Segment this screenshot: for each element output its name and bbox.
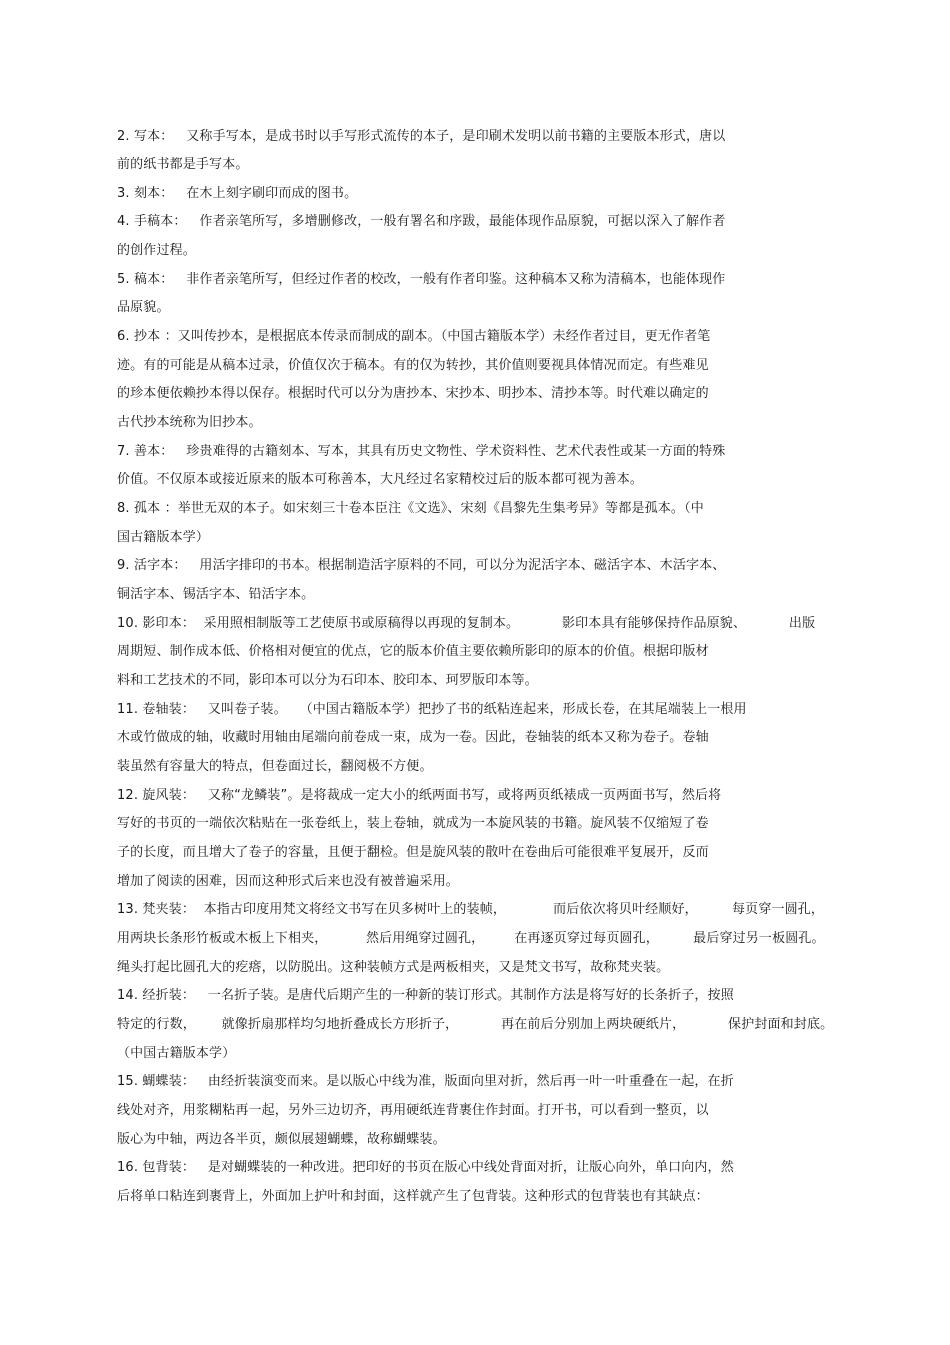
- text-line: 3. 刻本： 在木上刻字刷印而成的图书。: [117, 186, 358, 201]
- text-line: 的珍本便依赖抄本得以保存。根据时代可以分为唐抄本、宋抄本、明抄本、清抄本等。时代难以确定的: [117, 386, 709, 401]
- text-line: 6. 抄本 ：又叫传抄本，是根据底本传录而制成的副本。（中国古籍版本学）未经作者过目，更无作者笔: [117, 329, 711, 344]
- text-line: 14. 经折装： 一名折子装。是唐代后期产生的一种新的装订形式。其制作方法是将写好的长条折子，按照: [117, 988, 734, 1003]
- text-line: 7. 善本： 珍贵难得的古籍刻本、写本，其具有历史文物性、学术资料性、艺术代表性或某一方面的特殊: [117, 444, 726, 459]
- text-line: 13. 梵夹装： 本指古印度用梵文将经文书写在贝多树叶上的装帧， 而后依次将贝叶经顺好， 每页穿一圆孔，: [117, 902, 825, 917]
- text-line: 2. 写本： 又称手写本，是成书时以手写形式流传的本子，是印刷术发明以前书籍的主要版本形式，唐以: [117, 129, 726, 144]
- text-line: 8. 孤本 ：举世无双的本子。如宋刻三十卷本臣注《文选》、宋刻《昌黎先生集考异》等都是孤本。（中: [117, 501, 704, 516]
- text-line: 写好的书页的一端依次粘贴在一张卷纸上，装上卷轴，就成为一本旋风装的书籍。旋风装不仅缩短了卷: [117, 816, 709, 831]
- text-line: 15. 蝴蝶装： 由经折装演变而来。是以版心中线为准，版面向里对折，然后再一叶一叶重叠在一起，在折: [117, 1074, 734, 1089]
- text-line: 迹。有的可能是从稿本过录，价值仅次于稿本。有的仅为转抄，其价值则要视具体情况而定。有些难见: [117, 358, 709, 373]
- text-line: 特定的行数， 就像折扇那样均匀地折叠成长方形折子， 再在前后分别加上两块硬纸片， 保护封面和封底。: [117, 1017, 834, 1032]
- text-line: 12. 旋风装： 又称“龙鳞装”。是将裁成一定大小的纸两面书写，或将两页纸裱成一页两面书写，然后将: [117, 788, 722, 803]
- text-line: （中国古籍版本学）: [117, 1046, 236, 1061]
- text-line: 绳头打起比圆孔大的疙瘩，以防脱出。这种装帧方式是两板相夹，又是梵文书写，故称梵夹装。: [117, 960, 670, 975]
- text-line: 增加了阅读的困难，因而这种形式后来也没有被普遍采用。: [117, 874, 459, 889]
- text-line: 装虽然有容量大的特点，但卷面过长，翻阅极不方便。: [117, 759, 433, 774]
- text-line: 的创作过程。: [117, 243, 196, 258]
- text-line: 16. 包背装： 是对蝴蝶装的一种改进。把印好的书页在版心中线处背面对折，让版心向外，单口向内，然: [117, 1160, 734, 1175]
- text-line: 线处对齐，用浆糊粘再一起，另外三边切齐，再用硬纸连背裹住作封面。打开书，可以看到一整页，以: [117, 1103, 709, 1118]
- text-line: 11. 卷轴装： 又叫卷子装。 （中国古籍版本学）把抄了书的纸粘连起来，形成长卷，在其尾端装上一根用: [117, 702, 747, 717]
- text-line: 用两块长条形竹板或木板上下相夹， 然后用绳穿过圆孔， 在再逐页穿过每页圆孔， 最后穿过另一板圆孔。: [117, 931, 825, 946]
- text-line: 国古籍版本学）: [117, 530, 210, 545]
- text-line: 版心为中轴，两边各半页，颇似展翅蝴蝶，故称蝴蝶装。: [117, 1132, 446, 1147]
- text-line: 前的纸书都是手写本。: [117, 157, 249, 172]
- text-line: 后将单口粘连到裹背上，外面加上护叶和封面，这样就产生了包背装。这种形式的包背装也有其缺点：: [117, 1189, 709, 1204]
- text-line: 9. 活字本： 用活字排印的书本。根据制造活字原料的不同，可以分为泥活字本、磁活字本、木活字本、: [117, 558, 726, 573]
- text-line: 料和工艺技术的不同，影印本可以分为石印本、胶印本、珂罗版印本等。: [117, 673, 538, 688]
- text-line: 5. 稿本： 非作者亲笔所写，但经过作者的校改，一般有作者印鉴。这种稿本又称为清稿本，也能体现作: [117, 272, 726, 287]
- text-line: 价值。不仅原本或接近原来的版本可称善本，大凡经过名家精校过后的版本都可视为善本。: [117, 472, 644, 487]
- text-line: 木或竹做成的轴，收藏时用轴由尾端向前卷成一束，成为一卷。因此，卷轴装的纸本又称为卷子。卷轴: [117, 730, 709, 745]
- text-line: 铜活字本、锡活字本、铅活字本。: [117, 587, 315, 602]
- text-line: 古代抄本统称为旧抄本。: [117, 415, 262, 430]
- text-line: 10. 影印本： 采用照相制版等工艺使原书或原稿得以再现的复制本。 影印本具有能够保持作品原貌、 出版: [117, 616, 816, 631]
- text-line: 4. 手稿本： 作者亲笔所写，多增删修改，一般有署名和序跋，最能体现作品原貌，可据以深入了解作者: [117, 214, 726, 229]
- text-line: 周期短、制作成本低、价格相对便宜的优点，它的版本价值主要依赖所影印的原本的价值。根据印版材: [117, 644, 709, 659]
- text-line: 品原貌。: [117, 300, 170, 315]
- text-line: 子的长度，而且增大了卷子的容量，且便于翻检。但是旋风装的散叶在卷曲后可能很难平复展开，反而: [117, 845, 709, 860]
